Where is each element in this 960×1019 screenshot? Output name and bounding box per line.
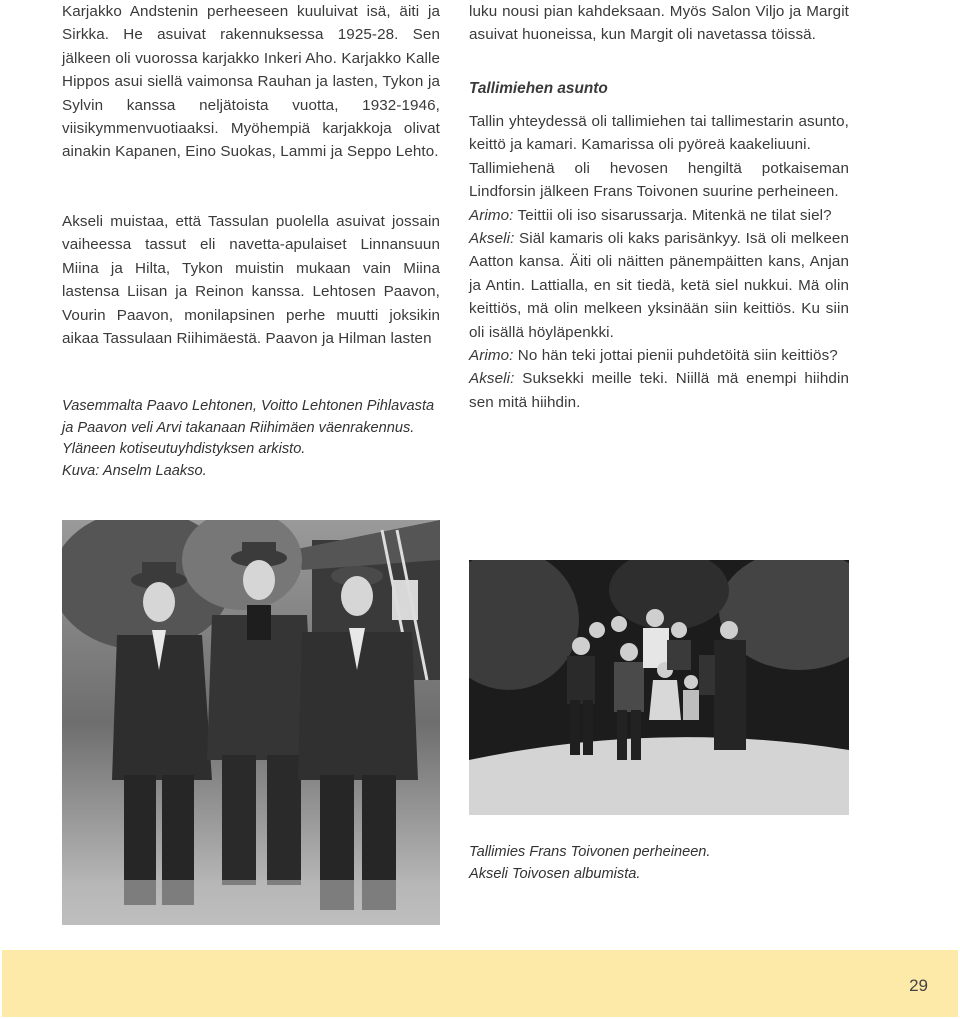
photo-family-illustration — [469, 560, 849, 815]
page-number: 29 — [909, 976, 928, 995]
dialogue-line-3 — [469, 344, 849, 367]
speaker-label: Arimo: — [469, 347, 514, 365]
dialogue-text: Suksekki meille teki. Niillä mä enempi hiihdin sen mitä hiihdin. — [469, 370, 849, 411]
photo-family — [469, 560, 849, 815]
left-paragraph-1: Karjakko Andstenin perheeseen kuuluivat isä, äiti ja Sirkka. He asuivat rakennuksessa 1925-28. Sen jälkeen oli vuorossa karjakko Inkeri Aho. Karjakko Kalle Hippos asui siellä vaimonsa Rauhan ja lasten, Tykon ja Sylvin kanssa neljätoista vuotta, 1932-1946, viisikymmenvuotiaaksi. Myöhempiä karjakkoja olivat ainakin Kapanen, Eino Suokas, Lammi ja Seppo Lehto. — [62, 3, 440, 161]
right-paragraph-1: luku nousi pian kahdeksaan. Myös Salon Viljo ja Margit asuivat huoneissa, kun Margit oli navetassa töissä. — [469, 3, 849, 44]
right-paragraph-3: Tallimiehenä oli hevosen hengiltä potkaiseman Lindforsin jälkeen Frans Toivonen suurine perheineen. — [469, 159, 849, 201]
left-caption-line-2: Yläneen kotiseutuyhdistyksen arkisto. — [62, 441, 306, 458]
right-photo-caption — [469, 842, 849, 885]
right-caption-line-1: Tallimies Frans Toivonen perheineen. — [469, 844, 711, 860]
dialogue-text: Siäl kamaris oli kaks parisänkyy. Isä oli melkeen Aatton kansa. Äiti oli näitten pänempäitten kans, Anjan ja Antin. Lattialla, en sit tiedä, ketä siel nukkui. Mä olin keittiös, mä olin melkeen yksinään siin keittiös. Ku siin oli isällä höyläpenkki. — [469, 230, 849, 341]
photo-three-men — [62, 520, 440, 925]
dialogue-text: Teittii oli iso sisarussarja. Mitenkä ne tilat siel? — [513, 206, 832, 224]
dialogue-line-1 — [469, 204, 849, 227]
dialogue-line-4 — [469, 367, 849, 414]
left-paragraph-2: Akseli muistaa, että Tassulan puolella asuivat jossain vaiheessa tassut eli navetta-apulaiset Linnansuun Miina ja Hilta, Tykon muistin mukaan vain Miina lastensa Liisan ja Reinon kanssa. Lehtosen Paavon, Vourin Paavon, monilapsinen perhe muutti joksikin aikaa Tassulaan Riihimäestä. Paavon ja Hilman lasten — [62, 213, 440, 348]
left-caption-line-3: Kuva: Anselm Laakso. — [62, 462, 207, 479]
left-photo-caption — [62, 396, 440, 482]
section-heading: Tallimiehen asunto — [469, 80, 608, 97]
page-footer — [2, 950, 958, 1017]
photo-three-men-illustration — [62, 520, 440, 925]
speaker-label: Arimo: — [469, 206, 514, 224]
right-paragraph-2: Tallin yhteydessä oli tallimiehen tai tallimestarin asunto, keittö ja kamari. Kamarissa oli pyöreä kaakeliuuni. — [469, 113, 849, 154]
speaker-label: Akseli: — [469, 230, 515, 248]
dialogue-line-2 — [469, 227, 849, 344]
right-body — [469, 110, 849, 414]
speaker-label: Akseli: — [469, 370, 515, 388]
left-caption-line-1: Vasemmalta Paavo Lehtonen, Voitto Lehtonen Pihlavasta ja Paavon veli Arvi takanaan Riihimäen väenrakennus. — [62, 398, 435, 436]
right-caption-line-2: Akseli Toivosen albumista. — [469, 865, 641, 882]
dialogue-text: No hän teki jottai pienii puhdetöitä siin keittiös? — [513, 347, 838, 365]
